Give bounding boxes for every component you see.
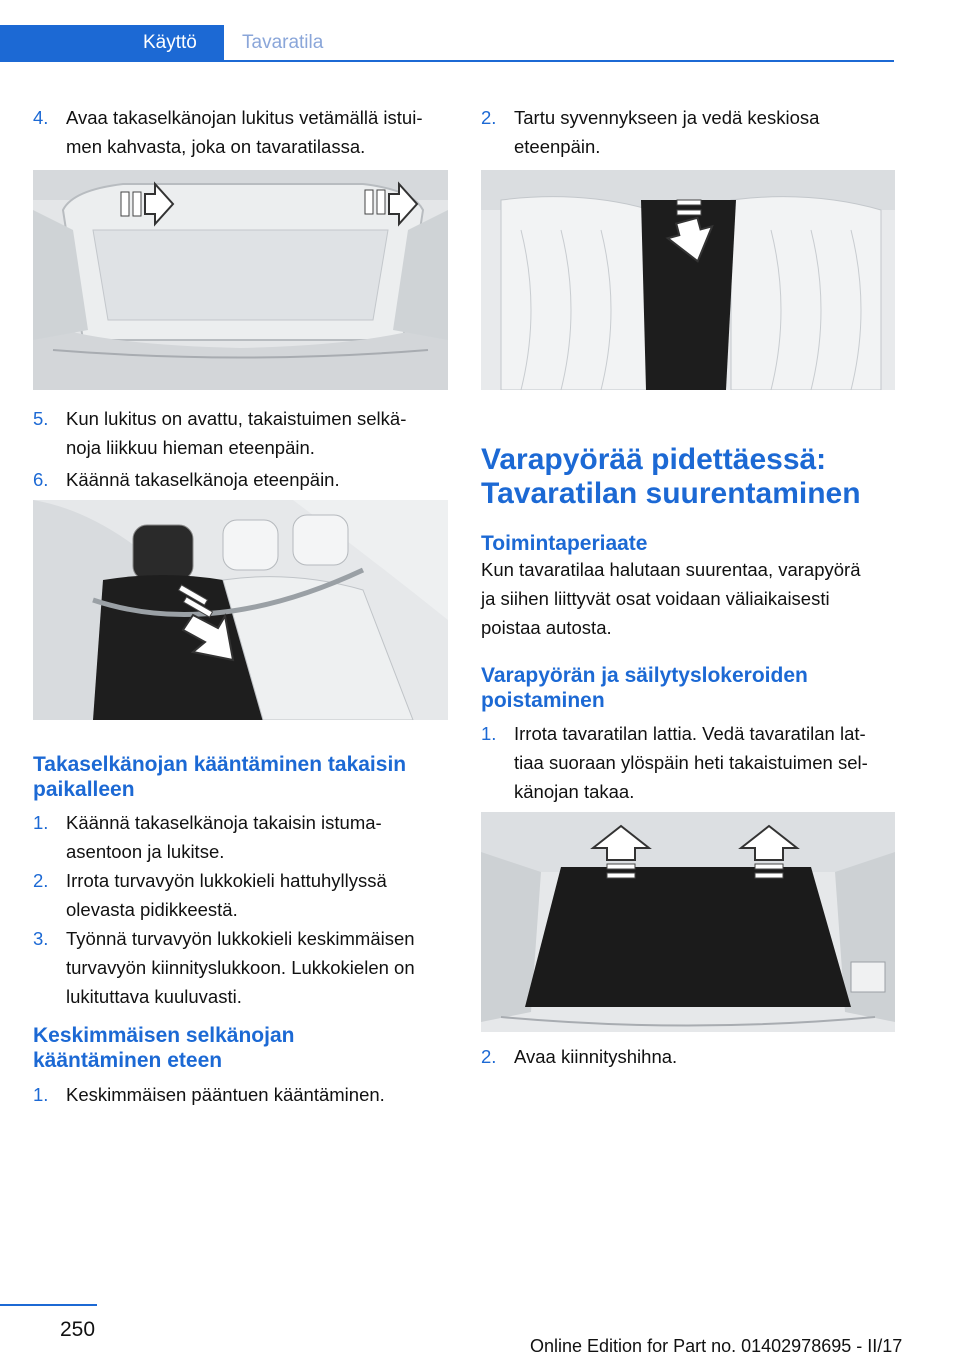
figure-trunk-floor — [481, 812, 895, 1032]
figure-trunk-release-handles — [33, 170, 448, 390]
step-number: 2. — [33, 870, 49, 891]
center-section-illustration — [481, 170, 895, 390]
step-text: Keskimmäisen pääntuen kääntäminen. — [66, 1084, 385, 1105]
edition-footer: Online Edition for Part no. 01402978695 - II/17 — [530, 1336, 903, 1356]
tab-chapter-label: Käyttö — [143, 32, 197, 53]
step-number: 1. — [481, 723, 497, 744]
heading-fold-back: Takaselkänojan kääntäminen takaisin paikalleen — [33, 753, 407, 801]
heading-center-fold: Keskimmäisen selkänojan kääntäminen eteen — [33, 1024, 295, 1072]
step-number: 2. — [481, 1046, 497, 1067]
page-number-rule — [0, 1304, 97, 1306]
main-heading: Varapyörää pidettäessä: Tavaratilan suurentaminen — [481, 443, 861, 510]
step-text: Avaa takaselkänojan lukitus vetämällä istui‐ men kahvasta, joka on tavaratilassa. — [66, 107, 423, 157]
step-number: 1. — [33, 1084, 49, 1105]
tab-section[interactable]: Tavaratila — [242, 32, 324, 53]
step-text: Irrota turvavyön lukkokieli hattuhyllyssä olevasta pidikkeestä. — [66, 870, 387, 920]
step-text: Työnnä turvavyön lukkokieli keskimmäisen turvavyön kiinnityslukkoon. Lukkokielen on lukituttava kuuluvasti. — [66, 928, 415, 1007]
step-text: Tartu syvennykseen ja vedä keskiosa eteenpäin. — [514, 107, 820, 157]
principle-text: Kun tavaratilaa halutaan suurentaa, varapyörä ja siihen liittyvät osat voidaan väliaikaisesti poistaa autosta. — [481, 559, 861, 638]
step-number: 2. — [481, 107, 497, 128]
figure-seatback-fold — [33, 500, 448, 720]
step-text: Kun lukitus on avattu, takaistuimen selkä‐ noja liikkuu hieman eteenpäin. — [66, 408, 407, 458]
step-number: 1. — [33, 812, 49, 833]
step-number: 6. — [33, 469, 49, 490]
heading-principle: Toimintaperiaate — [481, 532, 648, 555]
step-text: Irrota tavaratilan lattia. Vedä tavaratilan lat‐ tiaa suoraan ylöspäin heti takaistuimen sel‐ känojan takaa. — [514, 723, 868, 802]
heading-remove: Varapyörän ja säilytyslokeroiden poistaminen — [481, 664, 808, 712]
step-number: 3. — [33, 928, 49, 949]
step-text: Käännä takaselkänoja eteenpäin. — [66, 469, 340, 490]
trunk-illustration — [33, 170, 448, 390]
figure-center-section — [481, 170, 895, 390]
tab-chapter[interactable] — [0, 25, 224, 62]
trunk-floor-illustration — [481, 812, 895, 1032]
seatback-illustration — [33, 500, 448, 720]
page-number: 250 — [60, 1318, 96, 1341]
step-text: Käännä takaselkänoja takaisin istuma‐ asentoon ja lukitse. — [66, 812, 382, 862]
step-text: Avaa kiinnityshihna. — [514, 1046, 678, 1067]
step-number: 5. — [33, 408, 49, 429]
step-number: 4. — [33, 107, 49, 128]
page-header — [0, 0, 960, 62]
header-rule — [224, 60, 894, 62]
